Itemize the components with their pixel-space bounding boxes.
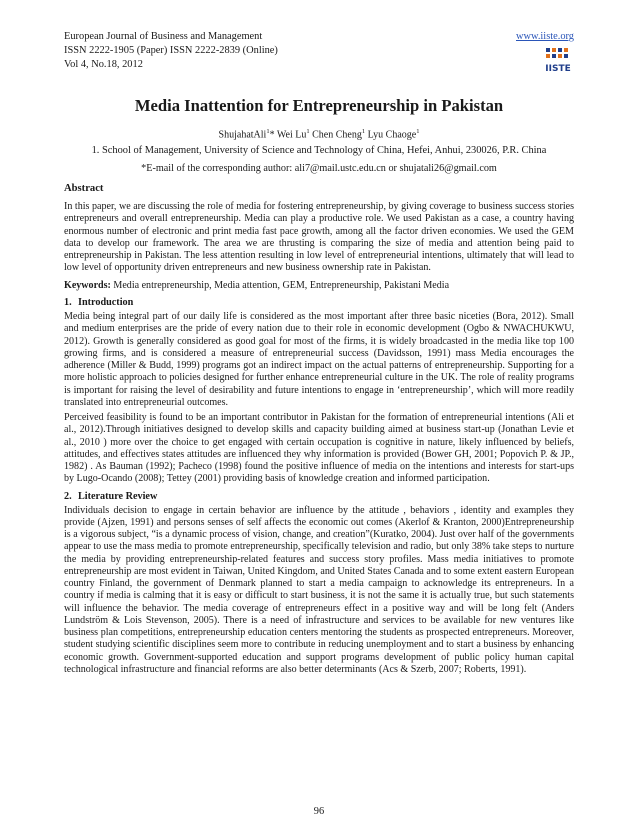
keywords-text: Media entrepreneurship, Media attention, GEM, Entrepreneurship, Pakistani Media (110, 279, 450, 291)
page-number: 96 (313, 806, 325, 817)
section-heading-literature-review (64, 490, 574, 503)
keywords-line (64, 280, 574, 293)
introduction-paragraph-2: Perceived feasibility is found to be an important contributor in Pakistan for the formation of entrepreneurial intentions (Ali et al., 2012).Through initiatives designed to develop skills and capacity building aimed at business start-up (Jonathan Levie et al., 2010 ) more over the choice to get engaged with certain occupation is cognitive in nature, likely influenced by beliefs, attitudes, and effectives states attitudes are influenced they why information is provided (Bower GH, 2001; Popovich P. & JP., 1982) . As Bauman (1992); Pacheco (1998) found the positive influence of media on the intentions and interests for start-ups by Lugo-Ocando (2008); Tettey (2001) providing basis of knowledge creation and informed participation. (64, 412, 574, 485)
abstract-text: In this paper, we are discussing the role of media for fostering entrepreneurship, by giving coverage to business success stories entrepreneurs and overall entrepreneurship. Media can play a productive role. We used Pakistan as a case, a country having enormous number of electronic and print media fast pace growth, among all the factor driven economies. We used the GEM data to develop our framework. The area we are thrusting is comparing the size of media and attention being paid to entrepreneurship in Pakistan. The less attention resulting in low level of entrepreneurial intentions, ultimately that will lead to low level of opportunity driven entrepreneurs and new business ownership rate in Pakistan. (64, 201, 574, 274)
affiliation-marker: 1 (416, 128, 420, 135)
author-name: Chen Cheng (309, 129, 362, 141)
author-affiliation: 1. School of Management, University of Science and Technology of China, Hefei, Anhui, 230026, P.R. China (91, 145, 547, 156)
section-number: 2. (64, 490, 72, 502)
section-title: Introduction (78, 297, 134, 308)
affiliation-marker: 1 (306, 128, 310, 135)
affiliation-marker: 1 (266, 128, 270, 135)
journal-issn: ISSN 2222-1905 (Paper) ISSN 2222-2839 (Online) (64, 45, 278, 56)
page-header (64, 30, 574, 85)
introduction-paragraph-1: Media being integral part of our daily life is considered as the most important after three basic niceties (Bora, 2012). Small and medium enterprises are the pride of every nation due to their role in economic development (Ogbo & NWACHUKWU, 2012). Growth is generally considered as good goal for most of the firms, it is widely broadcasted in the media like top 100 growing firms, and is considered a measure of entrepreneurial success (Davidsson, 1991) mass Media encourages the adherence (Miller & Budd, 1999) programs got an indirect impact on the actual patterns of entrepreneurship. Supporting for a more holistic approach to policies designed for further enhance entrepreneurial culture in the UK. The role of reality programs is important for raising the level of desirability and future intentions to engage in ‘entrepreneurship’, which will more readily translated into entrepreneurial outcomes. (64, 311, 574, 408)
author-name: Lyu Chaoge (365, 129, 417, 141)
section-number: 1. (64, 297, 72, 308)
literature-review-paragraph: Individuals decision to engage in certain behavior are influence by the attitude , behaviors , identity and examples they provide (Ajzen, 1991) and persons senses of self affects the economic out comes (Akerlof & Kranton, 2000)Entrepreneurship is a vigorous subject, “is a dynamic process of vision, change, and creation”(Kuratko, 2004). Just over half of the governments appear to use the mass media to promote entrepreneurship, specifically television and radio, but only 38% take steps to nurture the media by providing entrepreneurship-related features and success story profiles. Mass media initiatives to promote entrepreneurship are most evident in Taiwan, United Kingdom, and United States Canada and to some extent eastern European country Finland, the government of Denmark planned to start a media campaign to acknowledge its entrepreneurs. In a country if media is calming that it is easy or difficult to start business, it is not the same it is actually true, but such statements will influence the behavior. The media coverage of entrepreneurs effect in a positive way and will be long felt (Anders Lundström & Lois Stevenson, 2005). There is a need of infrastructure and services to be available for new ventures like business plan competitions, entrepreneurship education centers mentoring the students as prospected entrepreneurs. Moreover, student studying scientific disciplines seem more to contribute in reducing unemployment and to start a business by enhancing economic growth. Government-supported education and support programs development of public policy human capital technological infrastructure and financial reforms are also better determinants (Acs & Szerb, 2007; Roberts, 1991). (64, 504, 574, 675)
author-name: * Wei Lu (269, 129, 307, 141)
paper-body (64, 182, 574, 676)
author-name: ShujahatAli (218, 129, 267, 141)
section-title: Literature Review (78, 490, 158, 502)
keywords-label: Keywords: (64, 279, 111, 291)
journal-name: European Journal of Business and Management (64, 31, 263, 42)
svg-text:IISTE: IISTE (545, 64, 571, 74)
author-list (0, 125, 638, 141)
abstract-heading: Abstract (64, 183, 104, 194)
section-heading-introduction (64, 296, 574, 309)
paper-title: Media Inattention for Entrepreneurship in Pakistan (134, 96, 504, 115)
journal-volume: Vol 4, No.18, 2012 (64, 59, 143, 70)
journal-website-link[interactable]: www.iiste.org (515, 31, 574, 42)
corresponding-email: *E-mail of the corresponding author: ali7@mail.ustc.edu.cn or shujatali26@gmail.com (141, 163, 497, 174)
affiliation-marker: 1 (361, 128, 366, 135)
iiste-logo (544, 46, 572, 76)
